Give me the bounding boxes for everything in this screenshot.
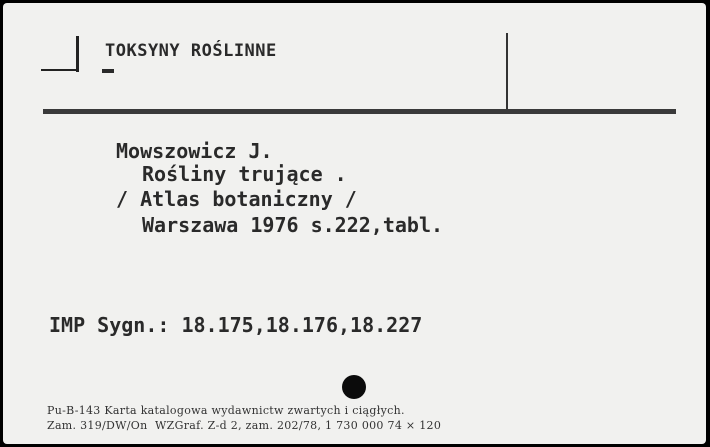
entry-series: / Atlas botaniczny /	[116, 187, 357, 211]
corner-bracket-vertical	[76, 36, 79, 72]
entry-title: Rośliny trujące .	[142, 162, 347, 186]
column-divider	[506, 33, 508, 111]
corner-bracket-horizontal	[41, 69, 79, 71]
footer-line-1: Pu-B-143 Karta katalogowa wydawnictw zwartych i ciągłych.	[47, 404, 405, 417]
entry-imprint: Warszawa 1976 s.222,tabl.	[142, 213, 444, 237]
footer-line-2: Zam. 319/DW/On WZGraf. Z-d 2, zam. 202/78, 1 730 000 74 × 120	[47, 419, 442, 432]
shelf-signature: IMP Sygn.: 18.175,18.176,18.227	[49, 313, 423, 337]
horizontal-rule	[43, 109, 676, 114]
entry-author: Mowszowicz J.	[116, 139, 273, 163]
heading-dash-mark	[102, 69, 114, 73]
subject-heading: TOKSYNY ROŚLINNE	[105, 41, 277, 61]
punch-hole	[342, 375, 366, 399]
catalog-card	[3, 3, 706, 444]
